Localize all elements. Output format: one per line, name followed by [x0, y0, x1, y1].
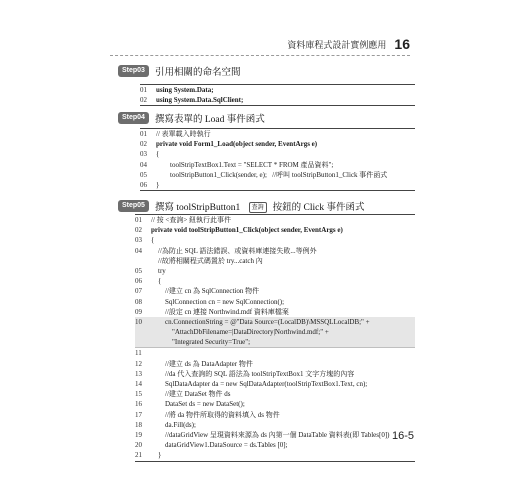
- code-text: SqlConnection cn = new SqlConnection();: [151, 297, 285, 306]
- code-line: [140, 95, 415, 105]
- code-line: [135, 286, 415, 296]
- code-line: [135, 337, 415, 347]
- code-block-step05: [135, 214, 415, 462]
- line-number: 01: [140, 130, 147, 138]
- code-line: [135, 256, 415, 266]
- code-text: //da 代入查詢的 SQL 語法為 toolStripTextBox1 文字方塊的內容: [151, 369, 355, 378]
- code-line: [135, 215, 415, 225]
- code-block-step04: [140, 128, 415, 191]
- code-line: [140, 160, 415, 170]
- line-number: 21: [135, 451, 142, 460]
- line-number: 09: [135, 307, 142, 316]
- code-line: [135, 389, 415, 399]
- code-line: [135, 430, 415, 440]
- code-line: [135, 369, 415, 379]
- code-text: DataSet ds = new DataSet();: [151, 400, 245, 409]
- chapter-number: 16: [394, 36, 410, 52]
- line-number: 01: [140, 86, 147, 94]
- line-number: 08: [135, 297, 142, 306]
- code-line: [135, 235, 415, 245]
- line-number: 05: [140, 170, 147, 179]
- code-text: using System.Data;: [156, 86, 214, 94]
- code-text: }: [156, 180, 160, 189]
- line-number: 15: [135, 390, 142, 399]
- code-line: [140, 149, 415, 159]
- step-title-part: 事件函式: [226, 114, 265, 125]
- line-number: 11: [135, 349, 142, 358]
- code-line: [135, 246, 415, 256]
- line-number: 14: [135, 380, 142, 388]
- code-line: [140, 170, 415, 180]
- line-number: 01: [135, 216, 142, 224]
- code-line: [135, 276, 415, 286]
- code-text: {: [151, 277, 162, 286]
- step04-heading: [118, 111, 265, 125]
- code-text: "AttachDbFilename=|DataDirectory|Northwind.mdf;" +: [151, 328, 329, 337]
- code-text: //建立 cn 為 SqlConnection 物件: [151, 287, 260, 296]
- step-badge: Step04: [118, 112, 149, 124]
- step-title: [155, 111, 265, 125]
- step-title-part: 事件函式: [326, 202, 365, 213]
- code-line: [135, 307, 415, 317]
- line-number: 16: [135, 400, 142, 409]
- line-number: 19: [135, 430, 142, 439]
- code-text: toolStripButton1_Click(sender, e); //呼叫 toolStripButton1_Click 事件函式: [156, 170, 388, 179]
- code-text: // 按 <查詢> 鈕執行此事件: [151, 216, 232, 224]
- step-title-keyword: toolStripButton1: [173, 203, 243, 213]
- code-text: toolStripTextBox1.Text = "SELECT * FROM 產品資料";: [156, 160, 334, 169]
- step-title: 引用相關的命名空間: [154, 67, 241, 78]
- code-line: [140, 85, 415, 95]
- code-line: [135, 317, 415, 327]
- code-text: private void toolStripButton1_Click(object sender, EventArgs e): [151, 226, 343, 235]
- step-title-keyword: Load: [202, 115, 227, 125]
- header-divider: [110, 55, 410, 56]
- line-number: 18: [135, 420, 142, 429]
- code-text: //建立 DataSet 物件 ds: [151, 390, 231, 399]
- book-title: 資料庫程式設計實例應用: [287, 41, 387, 51]
- code-text: //故將相關程式碼置於 try...catch 內: [151, 256, 263, 265]
- step-title-part: 按鈕的: [272, 202, 302, 213]
- line-number: 05: [135, 266, 142, 275]
- code-line: [135, 410, 415, 420]
- code-text: da.Fill(ds);: [151, 420, 196, 429]
- code-text: }: [151, 451, 162, 460]
- code-text: {: [151, 236, 155, 245]
- code-text: "Integrated Security=True";: [151, 338, 251, 347]
- line-number: 10: [135, 317, 142, 326]
- line-number: 12: [135, 359, 142, 368]
- line-number: 13: [135, 369, 142, 378]
- code-text: // 表單載入時執行: [156, 130, 211, 138]
- code-text: //dataGridView 呈現資料來源為 ds 內第一個 DataTable 資料表(即 Tables[0]): [151, 430, 390, 439]
- line-number: 02: [140, 96, 147, 105]
- line-number: 06: [135, 277, 142, 286]
- step-title-keyword: Click: [301, 203, 327, 213]
- code-text: cn.ConnectionString = @"Data Source=(LocalDB)\MSSQLLocalDB;" +: [151, 317, 370, 326]
- code-text: {: [156, 150, 160, 159]
- code-text: //為防止 SQL 語法錯誤、或資料庫連接失敗...等例外: [151, 246, 317, 255]
- code-text: try: [151, 266, 166, 275]
- code-line: [135, 420, 415, 430]
- code-text: SqlDataAdapter da = new SqlDataAdapter(toolStripTextBox1.Text, cn);: [151, 380, 368, 388]
- code-line: [135, 399, 415, 409]
- code-line: [135, 327, 415, 337]
- running-header: [110, 36, 410, 52]
- code-text: using System.Data.SqlClient;: [156, 96, 244, 105]
- page-number: 16-5: [391, 430, 414, 442]
- code-line: [140, 129, 415, 139]
- step-title-part: 撰寫: [154, 202, 174, 213]
- line-number: 07: [135, 287, 142, 296]
- line-number: 03: [135, 236, 142, 245]
- query-tag: 查詢: [249, 202, 267, 213]
- line-number: 04: [135, 246, 142, 255]
- line-number: [135, 337, 151, 347]
- step05-heading: [118, 199, 365, 213]
- step-badge: Step05: [118, 200, 149, 212]
- line-number: 06: [140, 180, 147, 189]
- line-number: 20: [135, 441, 142, 450]
- line-number: [135, 327, 151, 337]
- code-line: [135, 379, 415, 389]
- code-line: [135, 297, 415, 307]
- step03-heading: [118, 64, 240, 78]
- code-line: [135, 359, 415, 369]
- code-line: [135, 225, 415, 235]
- code-text: //將 da 物件所取得的資料填入 ds 物件: [151, 410, 280, 419]
- code-block-step03: [140, 84, 415, 106]
- code-line: [135, 347, 415, 358]
- line-number: [135, 256, 151, 266]
- code-line: [135, 450, 415, 460]
- line-number: 02: [135, 226, 142, 235]
- line-number: 03: [140, 150, 147, 159]
- code-text: //建立 ds 為 DataAdapter 物件: [151, 359, 253, 368]
- step-badge: Step03: [118, 65, 149, 77]
- line-number: 17: [135, 410, 142, 419]
- code-text: dataGridView1.DataSource = ds.Tables [0];: [151, 441, 288, 450]
- step-title: [155, 199, 365, 213]
- code-text: //設定 cn 連接 Northwind.mdf 資料庫檔案: [151, 307, 289, 316]
- code-line: [135, 266, 415, 276]
- code-line: [140, 139, 415, 149]
- code-text: private void Form1_Load(object sender, EventArgs e): [156, 140, 318, 149]
- code-line: [135, 440, 415, 450]
- line-number: 04: [140, 160, 147, 169]
- step-title-part: 撰寫表單的: [154, 114, 203, 125]
- code-line: [140, 180, 415, 190]
- line-number: 02: [140, 140, 147, 149]
